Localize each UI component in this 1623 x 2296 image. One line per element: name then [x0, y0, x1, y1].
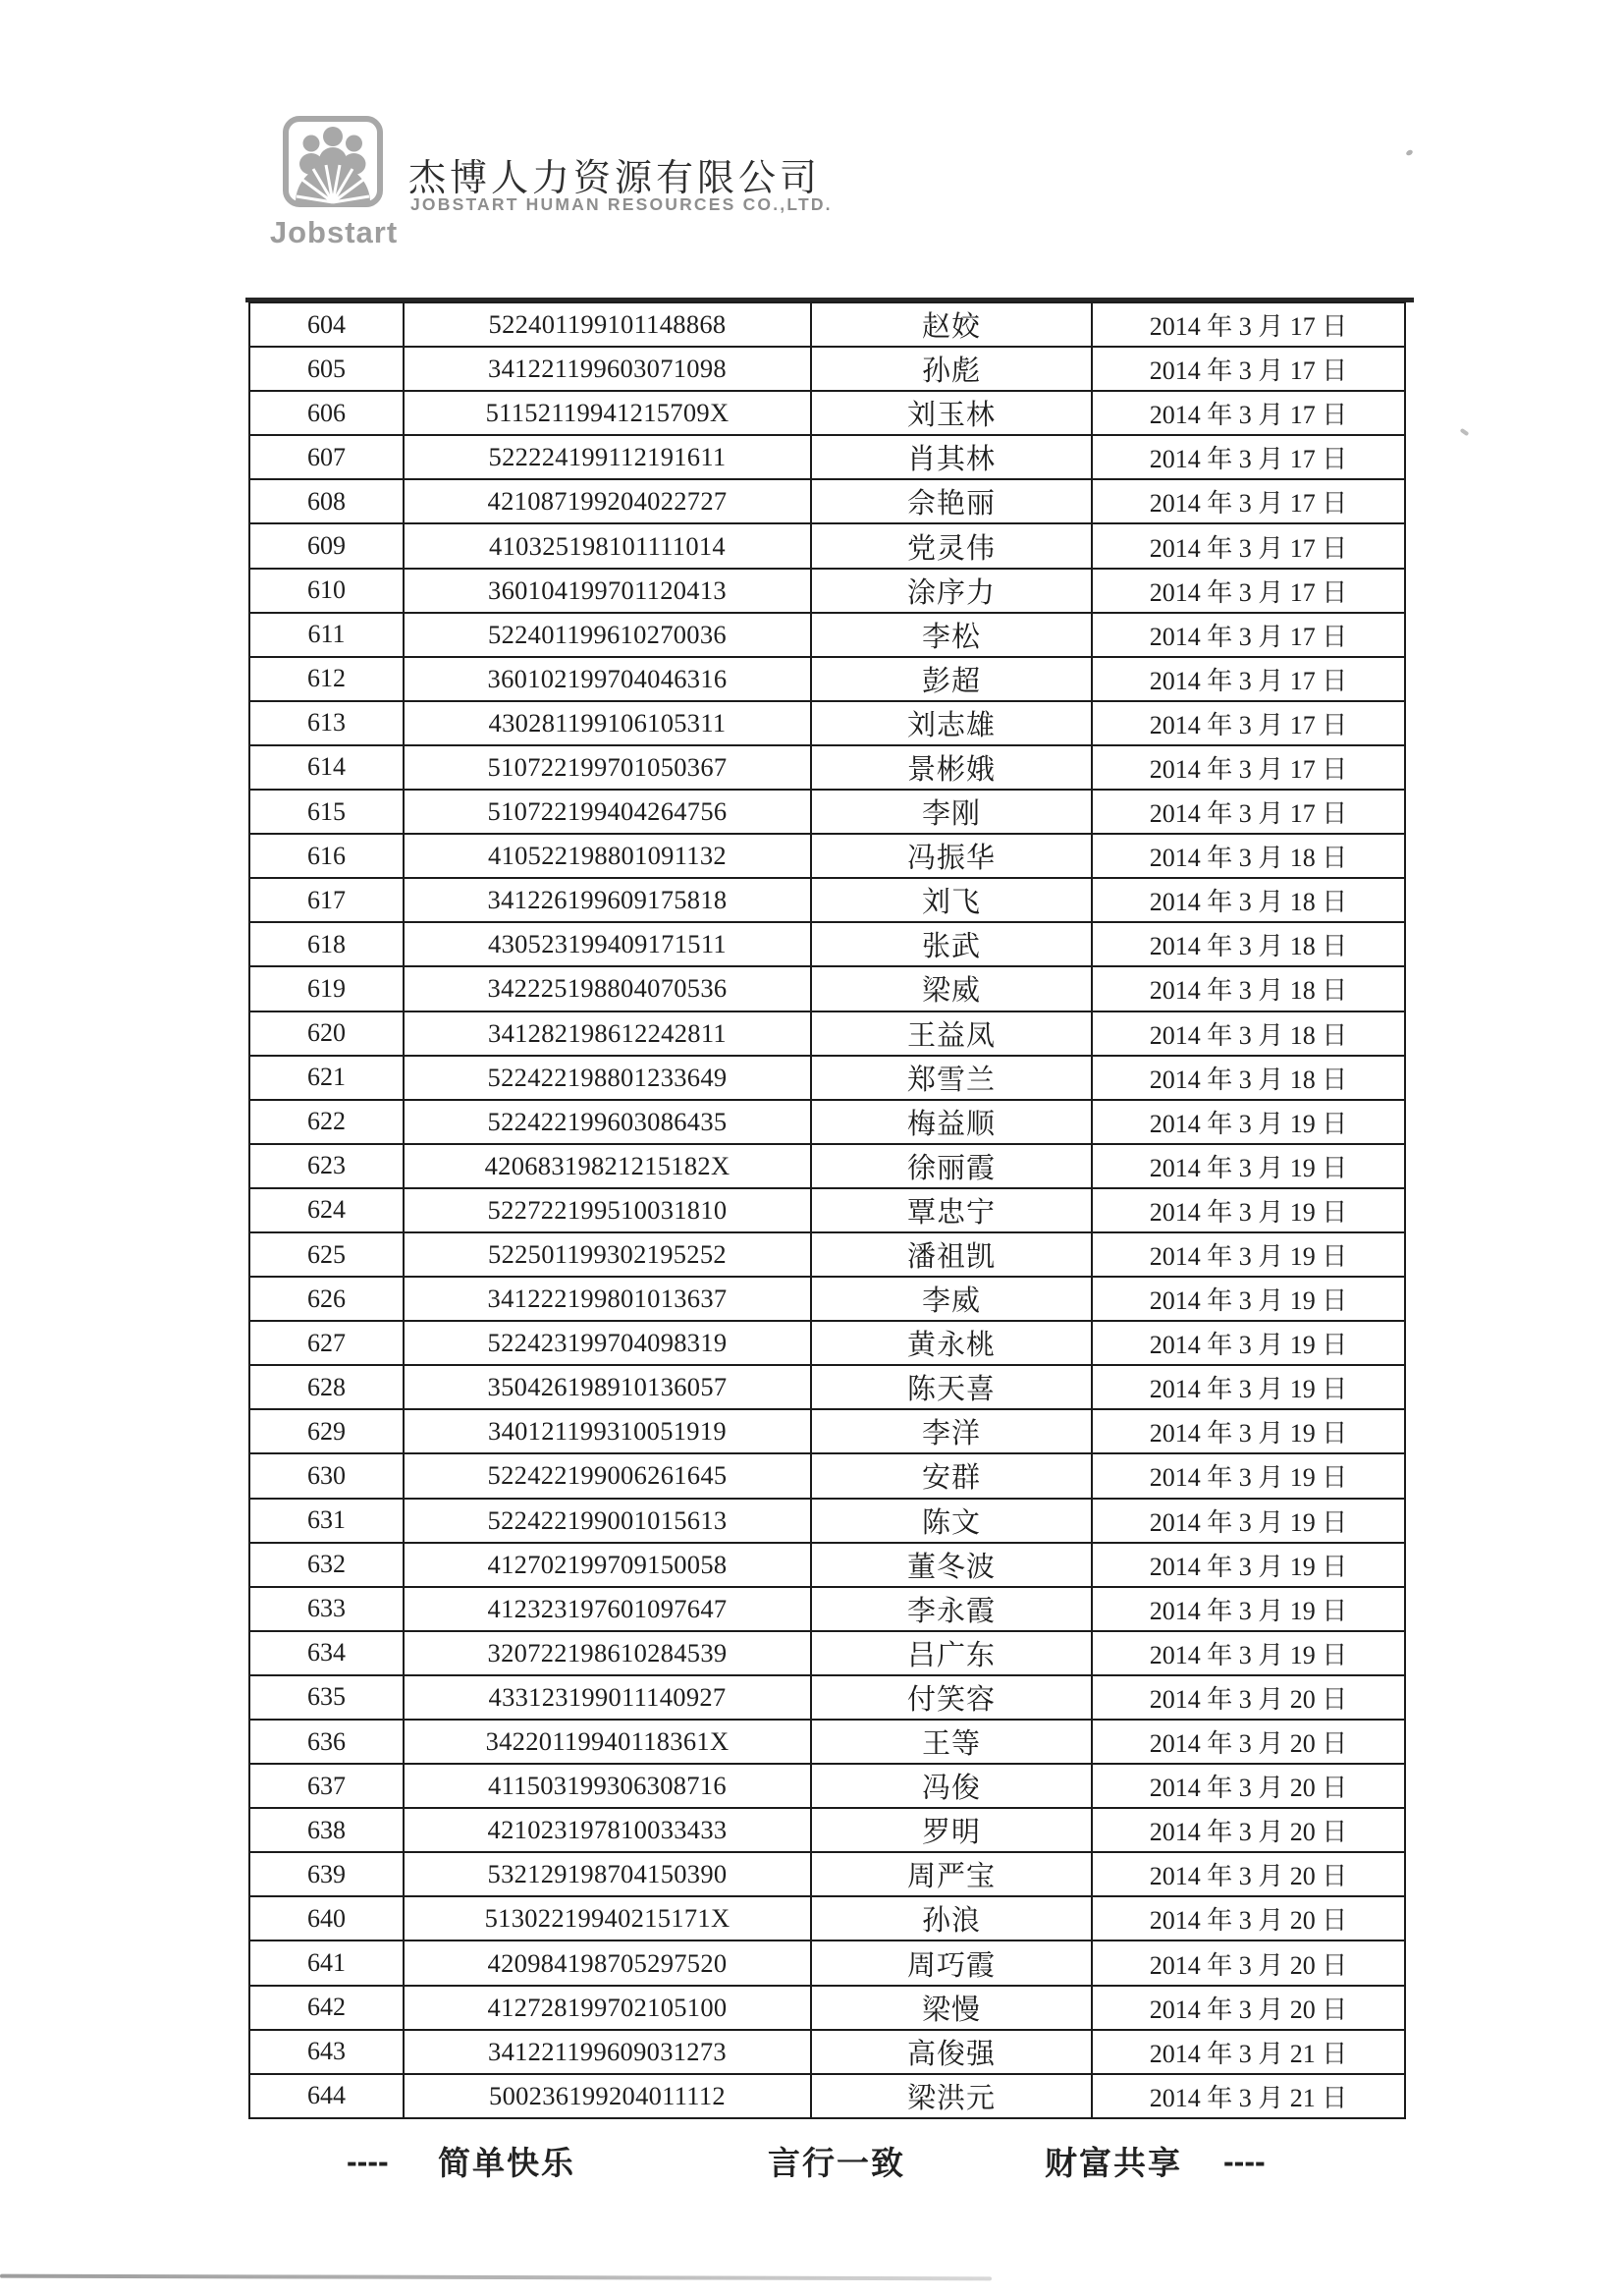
row-number-cell: 610 — [249, 569, 404, 613]
footer-slogan-2: 言行一致 — [768, 2147, 905, 2182]
person-name-cell: 赵姣 — [811, 302, 1092, 347]
scan-artifact-line — [0, 2274, 992, 2281]
date-cell: 2014 年 3 月 20 日 — [1092, 1941, 1405, 1985]
table-row — [249, 302, 1405, 347]
row-number-cell: 633 — [249, 1587, 404, 1631]
row-number-cell: 630 — [249, 1453, 404, 1498]
date-cell: 2014 年 3 月 19 日 — [1092, 1188, 1405, 1232]
id-number-cell: 421087199204022727 — [404, 479, 811, 523]
person-name-cell: 王益凤 — [811, 1011, 1092, 1056]
row-number-cell: 621 — [249, 1056, 404, 1100]
date-cell: 2014 年 3 月 21 日 — [1092, 2074, 1405, 2118]
row-number-cell: 628 — [249, 1365, 404, 1409]
row-number-cell: 624 — [249, 1188, 404, 1232]
id-number-cell: 421023197810033433 — [404, 1808, 811, 1852]
table-row — [249, 1675, 1405, 1720]
logo-wordmark: Jobstart — [269, 215, 399, 249]
row-number-cell: 622 — [249, 1100, 404, 1144]
date-cell: 2014 年 3 月 20 日 — [1092, 1986, 1405, 2030]
table-row — [249, 1321, 1405, 1365]
company-name-en: JOBSTART HUMAN RESOURCES CO.,LTD. — [410, 194, 833, 214]
id-number-cell: 433123199011140927 — [404, 1675, 811, 1720]
date-cell: 2014 年 3 月 17 日 — [1092, 790, 1405, 834]
row-number-cell: 612 — [249, 657, 404, 701]
date-cell: 2014 年 3 月 17 日 — [1092, 347, 1405, 391]
row-number-cell: 611 — [249, 613, 404, 657]
date-cell: 2014 年 3 月 21 日 — [1092, 2030, 1405, 2074]
id-number-cell: 522401199610270036 — [404, 613, 811, 657]
date-cell: 2014 年 3 月 19 日 — [1092, 1499, 1405, 1543]
table-row — [249, 1232, 1405, 1277]
person-name-cell: 刘飞 — [811, 878, 1092, 922]
table-row — [249, 1896, 1405, 1941]
date-cell: 2014 年 3 月 17 日 — [1092, 523, 1405, 568]
table-row — [249, 2074, 1405, 2118]
table-row — [249, 1941, 1405, 1985]
date-cell: 2014 年 3 月 20 日 — [1092, 1896, 1405, 1941]
date-cell: 2014 年 3 月 20 日 — [1092, 1764, 1405, 1808]
date-cell: 2014 年 3 月 18 日 — [1092, 966, 1405, 1011]
date-cell: 2014 年 3 月 19 日 — [1092, 1232, 1405, 1277]
date-cell: 2014 年 3 月 19 日 — [1092, 1277, 1405, 1321]
date-cell: 2014 年 3 月 17 日 — [1092, 745, 1405, 790]
date-cell: 2014 年 3 月 17 日 — [1092, 479, 1405, 523]
table-row — [249, 613, 1405, 657]
table-row — [249, 745, 1405, 790]
date-cell: 2014 年 3 月 19 日 — [1092, 1543, 1405, 1587]
row-number-cell: 620 — [249, 1011, 404, 1056]
id-number-cell: 522224199112191611 — [404, 435, 811, 479]
id-number-cell: 410522198801091132 — [404, 834, 811, 878]
person-name-cell: 梅益顺 — [811, 1100, 1092, 1144]
id-number-cell: 420984198705297520 — [404, 1941, 811, 1985]
row-number-cell: 618 — [249, 922, 404, 966]
person-name-cell: 陈天喜 — [811, 1365, 1092, 1409]
table-row — [249, 1986, 1405, 2030]
id-number-cell: 522423199704098319 — [404, 1321, 811, 1365]
id-number-cell: 500236199204011112 — [404, 2074, 811, 2118]
person-name-cell: 孙浪 — [811, 1896, 1092, 1941]
row-number-cell: 626 — [249, 1277, 404, 1321]
id-number-cell: 360104199701120413 — [404, 569, 811, 613]
date-cell: 2014 年 3 月 19 日 — [1092, 1321, 1405, 1365]
row-number-cell: 627 — [249, 1321, 404, 1365]
id-number-cell: 410325198101111014 — [404, 523, 811, 568]
table-body — [249, 302, 1405, 2118]
row-number-cell: 608 — [249, 479, 404, 523]
table-row — [249, 1453, 1405, 1498]
date-cell: 2014 年 3 月 17 日 — [1092, 701, 1405, 745]
id-number-cell: 341221199603071098 — [404, 347, 811, 391]
table-row — [249, 1852, 1405, 1896]
table-row — [249, 657, 1405, 701]
person-name-cell: 罗明 — [811, 1808, 1092, 1852]
row-number-cell: 636 — [249, 1720, 404, 1764]
table-row — [249, 435, 1405, 479]
table-row — [249, 1720, 1405, 1764]
person-name-cell: 黄永桃 — [811, 1321, 1092, 1365]
person-name-cell: 张武 — [811, 922, 1092, 966]
id-number-cell: 522422198801233649 — [404, 1056, 811, 1100]
date-cell: 2014 年 3 月 19 日 — [1092, 1409, 1405, 1453]
person-name-cell: 覃忠宁 — [811, 1188, 1092, 1232]
person-name-cell: 陈文 — [811, 1499, 1092, 1543]
person-name-cell: 梁威 — [811, 966, 1092, 1011]
person-name-cell: 王等 — [811, 1720, 1092, 1764]
person-name-cell: 李威 — [811, 1277, 1092, 1321]
date-cell: 2014 年 3 月 18 日 — [1092, 834, 1405, 878]
row-number-cell: 616 — [249, 834, 404, 878]
date-cell: 2014 年 3 月 17 日 — [1092, 613, 1405, 657]
person-name-cell: 冯俊 — [811, 1764, 1092, 1808]
footer-dash-left: ---- — [347, 2144, 389, 2179]
table-row — [249, 479, 1405, 523]
scan-artifact-speck — [1460, 428, 1470, 436]
date-cell: 2014 年 3 月 19 日 — [1092, 1453, 1405, 1498]
table-row — [249, 1100, 1405, 1144]
row-number-cell: 605 — [249, 347, 404, 391]
scan-artifact-speck — [1405, 149, 1414, 157]
table-row — [249, 834, 1405, 878]
person-name-cell: 董冬波 — [811, 1543, 1092, 1587]
table-row — [249, 1188, 1405, 1232]
person-name-cell: 佘艳丽 — [811, 479, 1092, 523]
table-row — [249, 1277, 1405, 1321]
person-name-cell: 李刚 — [811, 790, 1092, 834]
id-number-cell: 522401199101148868 — [404, 302, 811, 347]
id-number-cell: 360102199704046316 — [404, 657, 811, 701]
table-row — [249, 391, 1405, 435]
date-cell: 2014 年 3 月 19 日 — [1092, 1631, 1405, 1675]
id-number-cell: 340121199310051919 — [404, 1409, 811, 1453]
date-cell: 2014 年 3 月 19 日 — [1092, 1100, 1405, 1144]
person-name-cell: 周严宝 — [811, 1852, 1092, 1896]
date-cell: 2014 年 3 月 19 日 — [1092, 1587, 1405, 1631]
person-name-cell: 党灵伟 — [811, 523, 1092, 568]
row-number-cell: 619 — [249, 966, 404, 1011]
id-number-cell: 522501199302195252 — [404, 1232, 811, 1277]
person-name-cell: 梁洪元 — [811, 2074, 1092, 2118]
id-number-cell: 341282198612242811 — [404, 1011, 811, 1056]
date-cell: 2014 年 3 月 17 日 — [1092, 391, 1405, 435]
row-number-cell: 638 — [249, 1808, 404, 1852]
person-name-cell: 吕广东 — [811, 1631, 1092, 1675]
id-number-cell: 411503199306308716 — [404, 1764, 811, 1808]
row-number-cell: 635 — [249, 1675, 404, 1720]
date-cell: 2014 年 3 月 18 日 — [1092, 878, 1405, 922]
date-cell: 2014 年 3 月 18 日 — [1092, 1011, 1405, 1056]
row-number-cell: 614 — [249, 745, 404, 790]
table-row — [249, 1011, 1405, 1056]
person-name-cell: 付笑容 — [811, 1675, 1092, 1720]
row-number-cell: 632 — [249, 1543, 404, 1587]
id-number-cell: 341221199609031273 — [404, 2030, 811, 2074]
id-number-cell: 342225198804070536 — [404, 966, 811, 1011]
date-cell: 2014 年 3 月 20 日 — [1092, 1808, 1405, 1852]
person-name-cell: 李松 — [811, 613, 1092, 657]
date-cell: 2014 年 3 月 17 日 — [1092, 657, 1405, 701]
table-row — [249, 523, 1405, 568]
id-number-cell: 412323197601097647 — [404, 1587, 811, 1631]
row-number-cell: 629 — [249, 1409, 404, 1453]
footer-slogan-1: 简单快乐 — [438, 2147, 575, 2182]
id-number-cell: 430523199409171511 — [404, 922, 811, 966]
table-row — [249, 1764, 1405, 1808]
person-name-cell: 刘玉林 — [811, 391, 1092, 435]
row-number-cell: 641 — [249, 1941, 404, 1985]
id-number-cell: 51152119941215709X — [404, 391, 811, 435]
date-cell: 2014 年 3 月 17 日 — [1092, 435, 1405, 479]
id-number-cell: 522422199006261645 — [404, 1453, 811, 1498]
table-row — [249, 1056, 1405, 1100]
date-cell: 2014 年 3 月 19 日 — [1092, 1144, 1405, 1188]
person-name-cell: 刘志雄 — [811, 701, 1092, 745]
row-number-cell: 625 — [249, 1232, 404, 1277]
id-number-cell: 522722199510031810 — [404, 1188, 811, 1232]
person-name-cell: 徐丽霞 — [811, 1144, 1092, 1188]
row-number-cell: 634 — [249, 1631, 404, 1675]
id-number-cell: 341222199801013637 — [404, 1277, 811, 1321]
footer-dash-right: ---- — [1223, 2144, 1266, 2179]
id-number-cell: 341226199609175818 — [404, 878, 811, 922]
id-number-cell: 412728199702105100 — [404, 1986, 811, 2030]
person-name-cell: 景彬娥 — [811, 745, 1092, 790]
company-name-cn: 杰博人力资源有限公司 — [408, 158, 822, 199]
table-row — [249, 1365, 1405, 1409]
person-name-cell: 郑雪兰 — [811, 1056, 1092, 1100]
table-row — [249, 2030, 1405, 2074]
roster-table — [248, 301, 1406, 2119]
id-number-cell: 412702199709150058 — [404, 1543, 811, 1587]
person-name-cell: 安群 — [811, 1453, 1092, 1498]
table-row — [249, 966, 1405, 1011]
row-number-cell: 640 — [249, 1896, 404, 1941]
person-name-cell: 彭超 — [811, 657, 1092, 701]
row-number-cell: 615 — [249, 790, 404, 834]
person-name-cell: 潘祖凯 — [811, 1232, 1092, 1277]
table-row — [249, 1144, 1405, 1188]
row-number-cell: 642 — [249, 1986, 404, 2030]
row-number-cell: 639 — [249, 1852, 404, 1896]
date-cell: 2014 年 3 月 20 日 — [1092, 1852, 1405, 1896]
id-number-cell: 522422199001015613 — [404, 1499, 811, 1543]
table-row — [249, 569, 1405, 613]
table-row — [249, 878, 1405, 922]
row-number-cell: 637 — [249, 1764, 404, 1808]
date-cell: 2014 年 3 月 17 日 — [1092, 302, 1405, 347]
date-cell: 2014 年 3 月 20 日 — [1092, 1720, 1405, 1764]
row-number-cell: 613 — [249, 701, 404, 745]
id-number-cell: 510722199404264756 — [404, 790, 811, 834]
date-cell: 2014 年 3 月 19 日 — [1092, 1365, 1405, 1409]
row-number-cell: 604 — [249, 302, 404, 347]
company-logo — [282, 115, 384, 208]
table-row — [249, 1499, 1405, 1543]
person-name-cell: 李洋 — [811, 1409, 1092, 1453]
table-row — [249, 1808, 1405, 1852]
row-number-cell: 617 — [249, 878, 404, 922]
row-number-cell: 631 — [249, 1499, 404, 1543]
id-number-cell: 34220119940118361X — [404, 1720, 811, 1764]
row-number-cell: 606 — [249, 391, 404, 435]
person-name-cell: 肖其林 — [811, 435, 1092, 479]
person-name-cell: 高俊强 — [811, 2030, 1092, 2074]
person-name-cell: 李永霞 — [811, 1587, 1092, 1631]
person-name-cell: 涂序力 — [811, 569, 1092, 613]
table-row — [249, 701, 1405, 745]
row-number-cell: 607 — [249, 435, 404, 479]
id-number-cell: 320722198610284539 — [404, 1631, 811, 1675]
row-number-cell: 644 — [249, 2074, 404, 2118]
person-name-cell: 梁慢 — [811, 1986, 1092, 2030]
table-row — [249, 347, 1405, 391]
row-number-cell: 643 — [249, 2030, 404, 2074]
table-row — [249, 790, 1405, 834]
table-row — [249, 1543, 1405, 1587]
table-row — [249, 1409, 1405, 1453]
id-number-cell: 430281199106105311 — [404, 701, 811, 745]
people-sunburst-logo-icon — [282, 115, 384, 208]
person-name-cell: 冯振华 — [811, 834, 1092, 878]
id-number-cell: 532129198704150390 — [404, 1852, 811, 1896]
row-number-cell: 623 — [249, 1144, 404, 1188]
table-row — [249, 1587, 1405, 1631]
table-row — [249, 1631, 1405, 1675]
date-cell: 2014 年 3 月 20 日 — [1092, 1675, 1405, 1720]
id-number-cell: 350426198910136057 — [404, 1365, 811, 1409]
id-number-cell: 51302219940215171X — [404, 1896, 811, 1941]
footer-slogan-3: 财富共享 — [1045, 2147, 1182, 2182]
table-row — [249, 922, 1405, 966]
id-number-cell: 42068319821215182X — [404, 1144, 811, 1188]
date-cell: 2014 年 3 月 18 日 — [1092, 922, 1405, 966]
row-number-cell: 609 — [249, 523, 404, 568]
person-name-cell: 周巧霞 — [811, 1941, 1092, 1985]
date-cell: 2014 年 3 月 17 日 — [1092, 569, 1405, 613]
person-name-cell: 孙彪 — [811, 347, 1092, 391]
id-number-cell: 522422199603086435 — [404, 1100, 811, 1144]
date-cell: 2014 年 3 月 18 日 — [1092, 1056, 1405, 1100]
id-number-cell: 510722199701050367 — [404, 745, 811, 790]
